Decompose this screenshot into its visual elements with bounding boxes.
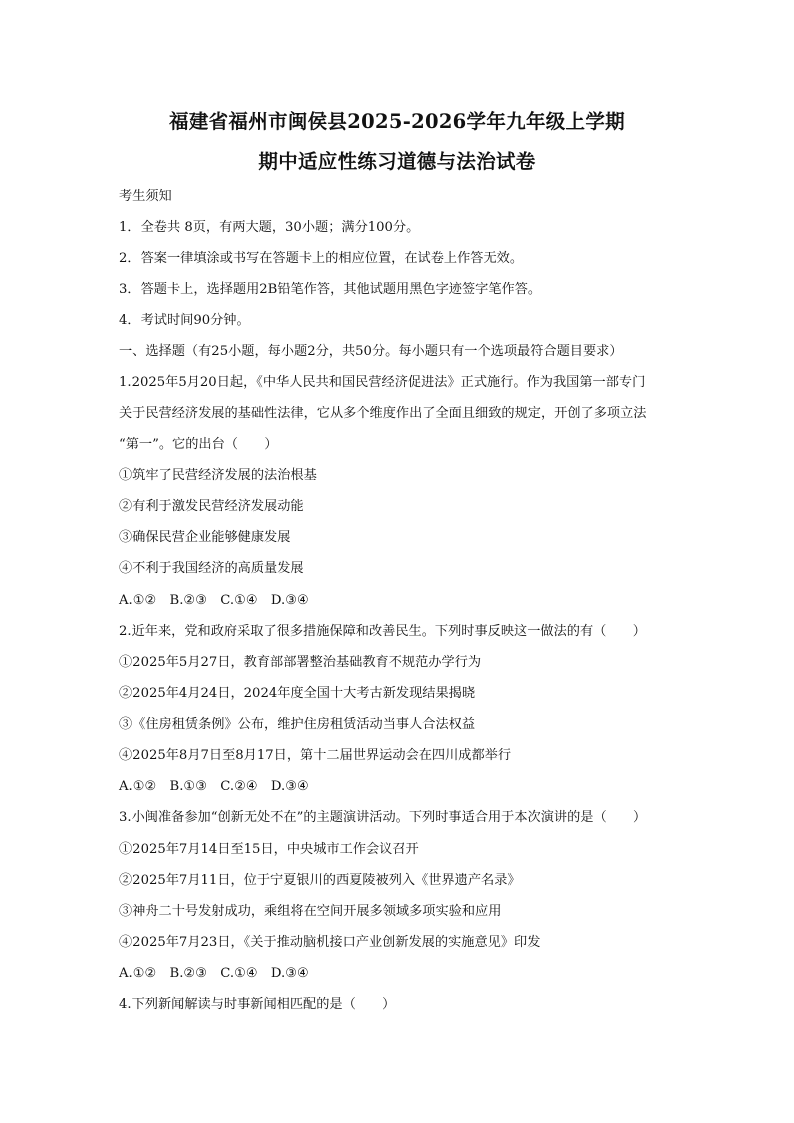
question-1-stem-line-3: “第一”。它的出台（ ）	[119, 437, 278, 452]
question-3-statement-2: ②2025年7月11日，位于宁夏银川的西夏陵被列入《世界遗产名录》	[119, 873, 521, 888]
notice-item-1: 1．全卷共 8页，有两大题，30小题；满分100分。	[119, 220, 420, 235]
exam-title-line-2: 期中适应性练习道德与法治试卷	[258, 150, 536, 173]
question-2-statement-4: ④2025年8月7日至8月17日，第十二届世界运动会在四川成都举行	[119, 748, 512, 763]
section-heading: 一、选择题（有25小题，每小题2分，共50分。每小题只有一个选项最符合题目要求）	[119, 344, 623, 359]
notice-heading: 考生须知	[119, 189, 172, 204]
question-3-options: A.①② B.②③ C.①④ D.③④	[119, 966, 309, 981]
question-1-options: A.①② B.②③ C.①④ D.③④	[119, 593, 309, 608]
question-3-statement-4: ④2025年7月23日，《关于推动脑机接口产业创新发展的实施意见》印发	[119, 935, 541, 950]
question-4-stem-line-1: 4.下列新闻解读与时事新闻相匹配的是（ ）	[119, 997, 396, 1012]
question-1-stem-line-1: 1.2025年5月20日起，《中华人民共和国民营经济促进法》正式施行。作为我国第一部专门	[119, 375, 646, 390]
question-2-options: A.①② B.①③ C.②④ D.③④	[119, 779, 309, 794]
exam-title-line-1: 福建省福州市闽侯县2025-2026学年九年级上学期	[169, 110, 625, 133]
question-1-statement-3: ③确保民营企业能够健康发展	[119, 530, 291, 545]
question-1-statement-4: ④不利于我国经济的高质量发展	[119, 561, 304, 576]
question-2-statement-3: ③《住房租赁条例》公布，维护住房租赁活动当事人合法权益	[119, 717, 476, 732]
notice-item-2: 2．答案一律填涂或书写在答题卡上的相应位置，在试卷上作答无效。	[119, 251, 524, 266]
question-2-statement-2: ②2025年4月24日，2024年度全国十大考古新发现结果揭晓	[119, 686, 476, 701]
notice-item-3: 3．答题卡上，选择题用2B铅笔作答，其他试题用黑色字迹签字笔作答。	[119, 282, 542, 297]
question-3-statement-1: ①2025年7月14日至15日，中央城市工作会议召开	[119, 842, 419, 857]
notice-item-4: 4．考试时间90分钟。	[119, 313, 250, 328]
question-3-statement-3: ③神舟二十号发射成功，乘组将在空间开展多领域多项实验和应用	[119, 904, 502, 919]
question-1-statement-1: ①筑牢了民营经济发展的法治根基	[119, 468, 317, 483]
question-2-statement-1: ①2025年5月27日，教育部部署整治基础教育不规范办学行为	[119, 655, 482, 670]
question-1-statement-2: ②有利于激发民营经济发展动能	[119, 499, 304, 514]
question-2-stem-line-1: 2.近年来，党和政府采取了很多措施保障和改善民生。下列时事反映这一做法的有（ ）	[119, 624, 646, 639]
question-3-stem-line-1: 3.小闽准备参加“创新无处不在”的主题演讲活动。下列时事适合用于本次演讲的是（ ）	[119, 810, 647, 825]
question-1-stem-line-2: 关于民营经济发展的基础性法律，它从多个维度作出了全面且细致的规定，开创了多项立法	[119, 406, 647, 421]
